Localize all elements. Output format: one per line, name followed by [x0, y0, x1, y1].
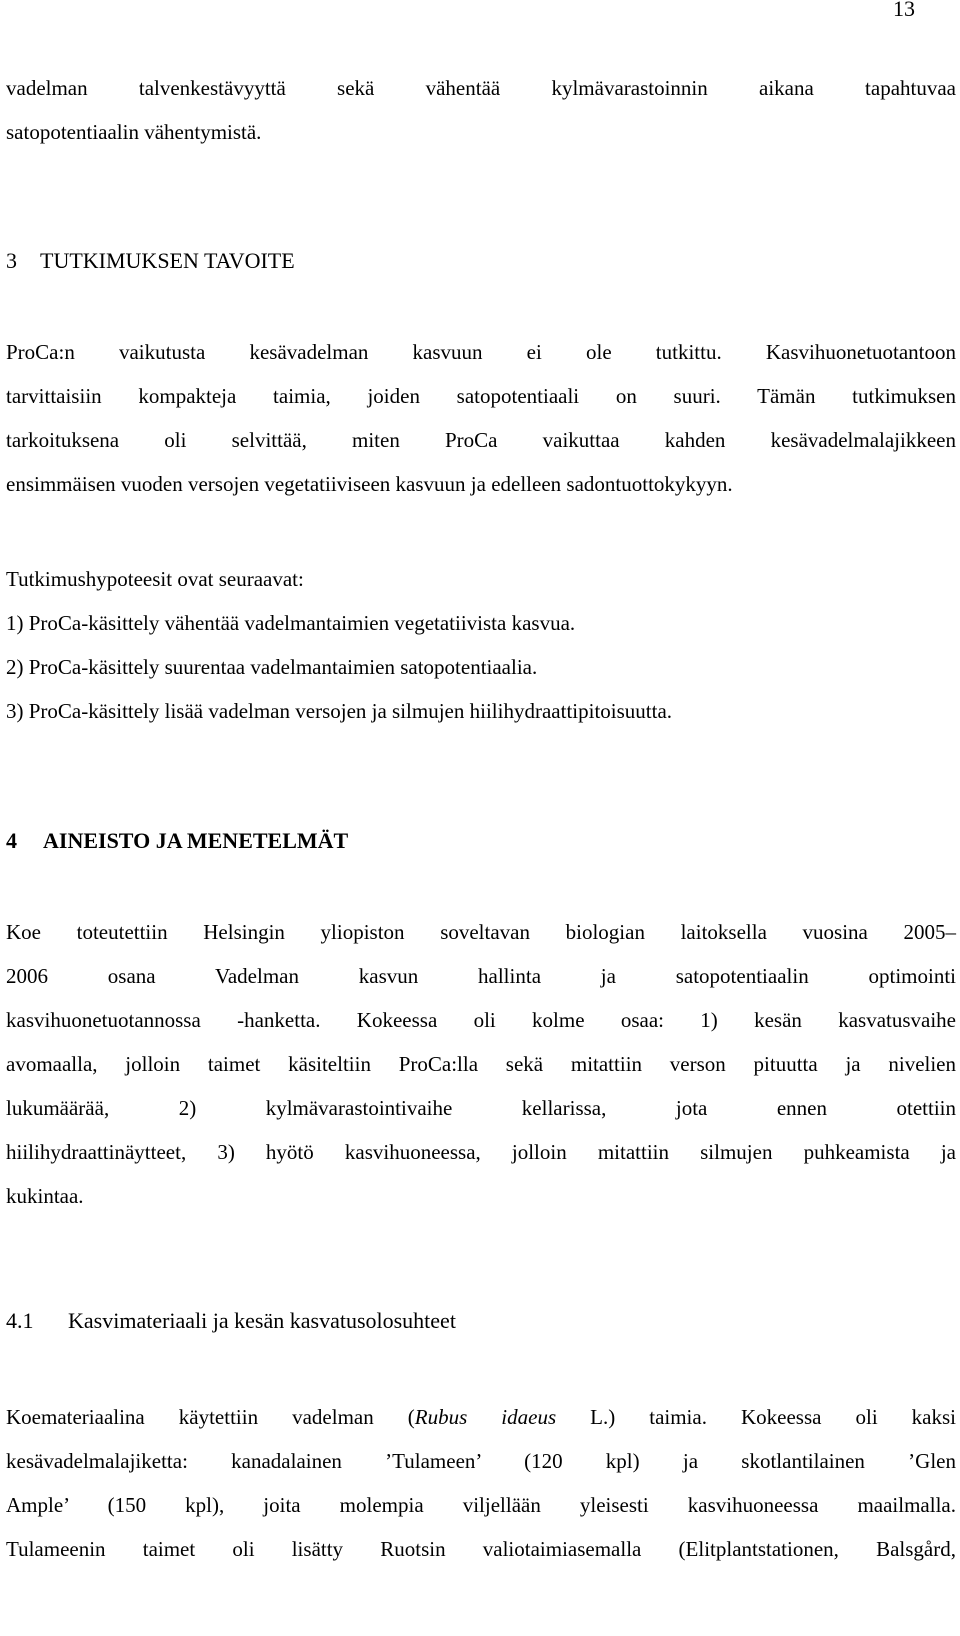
section-4-1-paragraph	[6, 1395, 956, 1571]
section-title: AINEISTO JA MENETELMÄT	[43, 828, 349, 853]
paragraph-line: hiilihydraattinäytteet, 3) hyötö kasvihuoneessa, jolloin mitattiin silmujen puhkeamista ja	[6, 1140, 956, 1164]
section-title: TUTKIMUKSEN TAVOITE	[40, 248, 295, 273]
paragraph-line: 2006 osana Vadelman kasvun hallinta ja satopotentiaalin optimointi	[6, 964, 956, 988]
text-run: Koemateriaalina käytettiin vadelman (	[6, 1405, 415, 1429]
paragraph-line: Tulameenin taimet oli lisätty Ruotsin valiotaimiasemalla (Elitplantstationen, Balsgård,	[6, 1537, 956, 1561]
paragraph-line: ensimmäisen vuoden versojen vegetatiiviseen kasvuun ja edelleen sadontuottokykyyn.	[6, 472, 733, 496]
text-run: L.) taimia. Kokeessa oli kaksi	[556, 1405, 956, 1429]
page-number: 13	[893, 0, 915, 21]
paragraph-line: avomaalla, jolloin taimet käsiteltiin ProCa:lla sekä mitattiin verson pituutta ja nivelien	[6, 1052, 956, 1076]
paragraph-line: kukintaa.	[6, 1184, 84, 1208]
paragraph-line: satopotentiaalin vähentymistä.	[6, 120, 262, 144]
section-3-heading	[6, 248, 295, 274]
hypotheses-list	[6, 557, 956, 733]
section-4-paragraph	[6, 910, 956, 1218]
paragraph-line: lukumäärää, 2) kylmävarastointivaihe kellarissa, jota ennen otettiin	[6, 1096, 956, 1120]
paragraph-line: tarvittaisiin kompakteja taimia, joiden satopotentiaali on suuri. Tämän tutkimuksen	[6, 384, 956, 408]
paragraph-line	[6, 1395, 956, 1439]
paragraph-line: kesävadelmalajiketta: kanadalainen ’Tulameen’ (120 kpl) ja skotlantilainen ’Glen	[6, 1449, 956, 1473]
section-title: Kasvimateriaali ja kesän kasvatusolosuhteet	[68, 1308, 456, 1333]
hypothesis-item: 2) ProCa-käsittely suurentaa vadelmantaimien satopotentiaalia.	[6, 655, 538, 679]
paragraph-line: kasvihuonetuotannossa -hanketta. Kokeessa oli kolme osaa: 1) kesän kasvatusvaihe	[6, 1008, 956, 1032]
species-name: Rubus idaeus	[414, 1405, 557, 1429]
section-number: 4.1	[6, 1308, 34, 1333]
hypothesis-item: 1) ProCa-käsittely vähentää vadelmantaimien vegetatiivista kasvua.	[6, 611, 576, 635]
hypotheses-intro: Tutkimushypoteesit ovat seuraavat:	[6, 567, 304, 591]
intro-paragraph	[6, 66, 956, 154]
section-number: 4	[6, 828, 17, 853]
section-4-heading	[6, 828, 348, 854]
section-3-paragraph	[6, 330, 956, 506]
paragraph-line: Koe toteutettiin Helsingin yliopiston soveltavan biologian laitoksella vuosina 2005–	[6, 920, 956, 944]
paragraph-line: vadelman talvenkestävyyttä sekä vähentää kylmävarastoinnin aikana tapahtuvaa	[6, 76, 956, 100]
paragraph-line: Ample’ (150 kpl), joita molempia viljellään yleisesti kasvihuoneessa maailmalla.	[6, 1493, 956, 1517]
paragraph-line: ProCa:n vaikutusta kesävadelman kasvuun ei ole tutkittu. Kasvihuonetuotantoon	[6, 340, 956, 364]
section-number: 3	[6, 248, 17, 273]
hypothesis-item: 3) ProCa-käsittely lisää vadelman versojen ja silmujen hiilihydraattipitoisuutta.	[6, 699, 673, 723]
paragraph-line: tarkoituksena oli selvittää, miten ProCa vaikuttaa kahden kesävadelmalajikkeen	[6, 428, 956, 452]
section-4-1-heading	[6, 1308, 456, 1334]
